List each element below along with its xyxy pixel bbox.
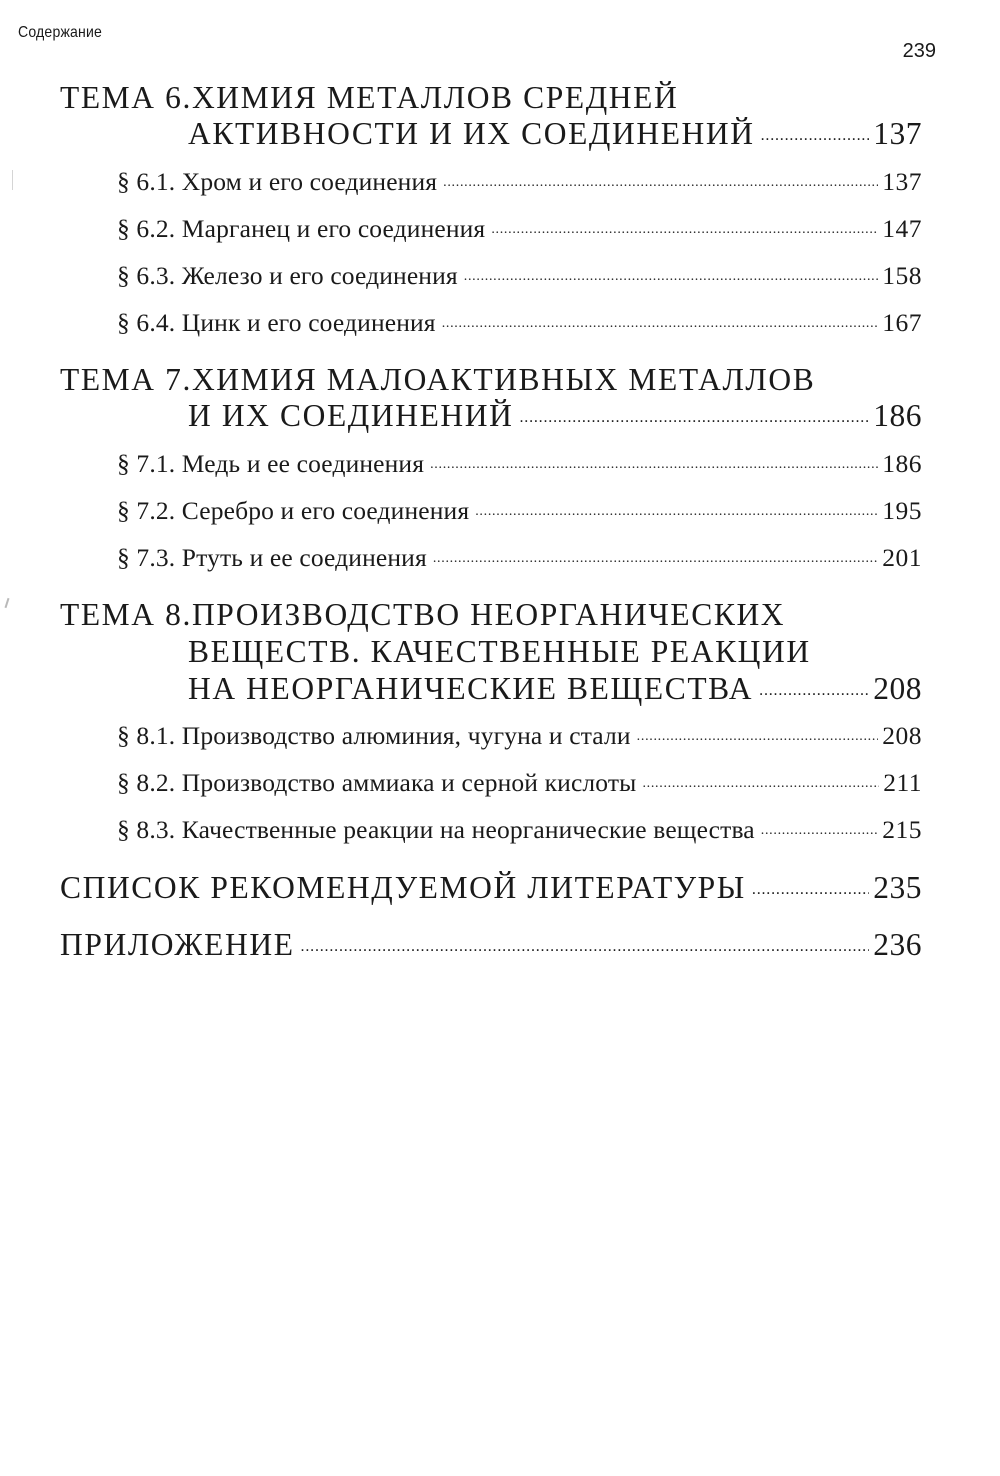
toc-section-7-3[interactable] xyxy=(117,543,922,573)
toc-section-8-3[interactable] xyxy=(117,815,922,845)
toc-section-6-2[interactable] xyxy=(117,214,922,244)
section-page-ref: 158 xyxy=(882,261,922,290)
dot-leader xyxy=(464,269,878,284)
section-title: § 7.3. Ртуть и ее соединения xyxy=(117,543,427,572)
literature-title: СПИСОК РЕКОМЕНДУЕМОЙ ЛИТЕРАТУРЫ xyxy=(60,870,746,905)
toc-topic-7-heading[interactable] xyxy=(60,362,922,398)
section-page-ref: 137 xyxy=(882,167,922,196)
topic-title-line: НА НЕОРГАНИЧЕСКИЕ ВЕЩЕСТВА xyxy=(188,671,754,706)
dot-leader xyxy=(519,407,869,426)
section-title: § 6.2. Марганец и его соединения xyxy=(117,214,486,243)
appendix-title: ПРИЛОЖЕНИЕ xyxy=(60,927,295,962)
dot-leader xyxy=(637,729,879,744)
topic-title-line: И ИХ СОЕДИНЕНИЙ xyxy=(188,398,514,433)
toc-section-8-2[interactable] xyxy=(117,768,922,798)
topic-title-line: ХИМИЯ МЕТАЛЛОВ СРЕДНЕЙ xyxy=(191,80,679,115)
topic-title-line: АКТИВНОСТИ И ИХ СОЕДИНЕНИЙ xyxy=(188,116,755,151)
section-title: § 6.4. Цинк и его соединения xyxy=(117,308,436,337)
section-page-ref: 195 xyxy=(882,496,922,525)
toc-section-6-1[interactable] xyxy=(117,167,922,197)
topic-page-ref: 208 xyxy=(873,671,922,706)
dot-leader xyxy=(752,879,869,898)
topic-prefix: ТЕМА 7. xyxy=(60,362,192,397)
section-page-ref: 167 xyxy=(882,308,922,337)
section-page-ref: 147 xyxy=(882,214,922,243)
toc-topic-6-heading[interactable] xyxy=(60,80,922,116)
toc-section-6-4[interactable] xyxy=(117,308,922,338)
toc-section-7-2[interactable] xyxy=(117,496,922,526)
dot-leader xyxy=(433,551,878,566)
dot-leader xyxy=(430,457,878,472)
dot-leader xyxy=(301,936,870,955)
topic-prefix: ТЕМА 6. xyxy=(60,80,192,115)
section-title: § 6.1. Хром и его соединения xyxy=(117,167,438,196)
topic-title-line: ХИМИЯ МАЛОАКТИВНЫХ МЕТАЛЛОВ xyxy=(191,362,816,397)
toc-section-8-1[interactable] xyxy=(117,721,922,751)
page-number: 239 xyxy=(902,40,936,62)
topic-page-ref: 137 xyxy=(873,116,922,151)
running-head: Содержание xyxy=(18,24,103,41)
section-page-ref: 208 xyxy=(882,721,922,750)
dot-leader xyxy=(442,316,879,331)
section-title: § 8.2. Производство аммиака и серной кислоты xyxy=(117,768,637,797)
section-page-ref: 201 xyxy=(882,543,922,572)
toc-topic-8-heading[interactable] xyxy=(60,597,922,633)
dot-leader xyxy=(761,125,870,144)
toc-topic-8-heading-cont-1[interactable] xyxy=(188,634,922,670)
section-title: § 6.3. Железо и его соединения xyxy=(117,261,458,290)
dot-leader xyxy=(443,175,878,190)
dot-leader xyxy=(642,776,879,791)
toc-topic-8-heading-cont-2[interactable] xyxy=(188,671,922,707)
section-title: § 8.3. Качественные реакции на неорганические вещества xyxy=(117,815,755,844)
toc-literature[interactable] xyxy=(60,870,922,906)
section-title: § 7.1. Медь и ее соединения xyxy=(117,449,425,478)
appendix-page-ref: 236 xyxy=(873,927,922,962)
topic-page-ref: 186 xyxy=(873,398,922,433)
toc-section-7-1[interactable] xyxy=(117,449,922,479)
topic-title-line: ВЕЩЕСТВ. КАЧЕСТВЕННЫЕ РЕАКЦИИ xyxy=(188,634,811,669)
section-title: § 8.1. Производство алюминия, чугуна и стали xyxy=(117,721,631,750)
section-page-ref: 215 xyxy=(882,815,922,844)
scan-speck xyxy=(5,598,10,608)
toc-appendix[interactable] xyxy=(60,927,922,963)
dot-leader xyxy=(491,222,878,237)
toc-topic-7-heading-cont[interactable] xyxy=(188,398,922,434)
topic-title-line: ПРОИЗВОДСТВО НЕОРГАНИЧЕСКИХ xyxy=(191,597,786,632)
dot-leader xyxy=(475,504,878,519)
section-title: § 7.2. Серебро и его соединения xyxy=(117,496,470,525)
section-page-ref: 186 xyxy=(882,449,922,478)
literature-page-ref: 235 xyxy=(873,870,922,905)
toc-topic-6-heading-cont[interactable] xyxy=(188,116,922,152)
toc-section-6-3[interactable] xyxy=(117,261,922,291)
topic-prefix: ТЕМА 8. xyxy=(60,597,192,632)
dot-leader xyxy=(759,680,869,699)
dot-leader xyxy=(761,823,878,838)
scan-edge-mark xyxy=(12,170,13,190)
section-page-ref: 211 xyxy=(883,768,922,797)
